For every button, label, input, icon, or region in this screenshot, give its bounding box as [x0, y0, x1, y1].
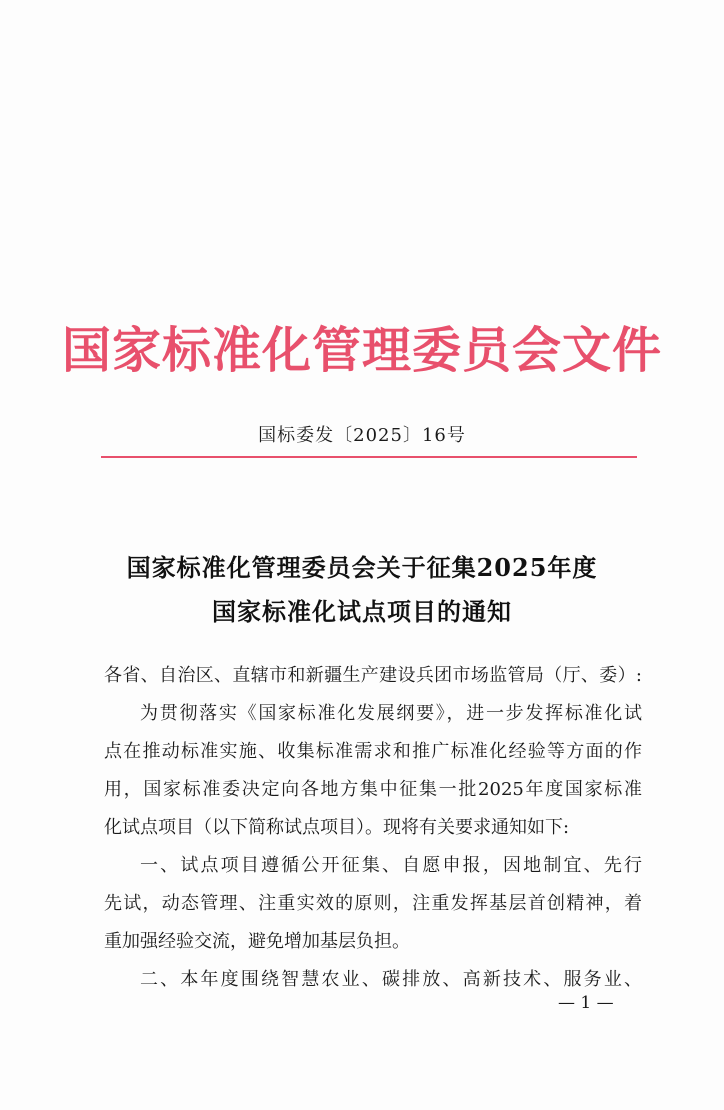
page-number: — 1 — — [558, 993, 614, 1013]
body-line: 用，国家标准委决定向各地方集中征集一批2025年度国家标准 — [104, 779, 642, 800]
body-line: 重加强经验交流，避免增加基层负担。 — [104, 931, 410, 952]
issuer-heading: 国家标准化管理委员会文件 — [61, 321, 662, 379]
body-line: 一、试点项目遵循公开征集、自愿申报，因地制宜、先行 — [140, 855, 642, 876]
body-line: 点在推动标准实施、收集标准需求和推广标准化经验等方面的作 — [104, 741, 642, 762]
document-number: 国标委发〔2025〕16号 — [258, 425, 466, 446]
body-line: 先试，动态管理、注重实效的原则，注重发挥基层首创精神，着 — [104, 893, 642, 914]
red-separator-line — [101, 456, 637, 458]
notice-title-line-2: 国家标准化试点项目的通知 — [212, 597, 512, 626]
notice-title-line-1: 国家标准化管理委员会关于征集2025年度 — [126, 553, 598, 582]
body-line: 为贯彻落实《国家标准化发展纲要》，进一步发挥标准化试 — [140, 703, 642, 724]
body-line: 二、本年度围绕智慧农业、碳排放、高新技术、服务业、 — [140, 969, 642, 990]
addressee-line: 各省、自治区、直辖市和新疆生产建设兵团市场监管局（厅、委）: — [104, 665, 642, 686]
body-line: 化试点项目（以下简称试点项目）。现将有关要求通知如下: — [104, 817, 570, 838]
